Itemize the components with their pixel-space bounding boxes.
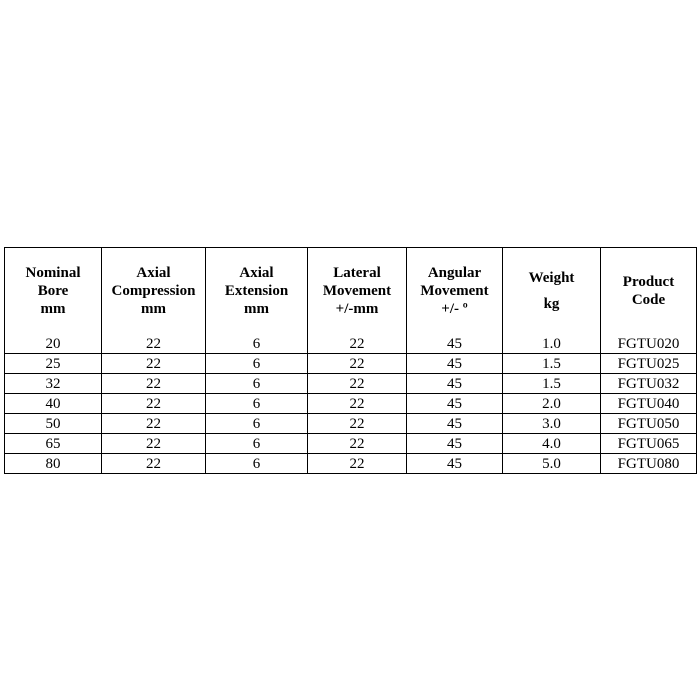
table-row bbox=[5, 414, 697, 434]
cell-product-code: FGTU080 bbox=[601, 454, 697, 474]
cell-angular-movement: 45 bbox=[407, 354, 503, 374]
cell-lateral-movement: 22 bbox=[308, 434, 407, 454]
table-row bbox=[5, 434, 697, 454]
header-nominal-bore: Nominal Bore mm bbox=[5, 248, 102, 335]
cell-axial-compression: 22 bbox=[102, 394, 206, 414]
cell-axial-compression: 22 bbox=[102, 454, 206, 474]
cell-weight: 1.5 bbox=[503, 374, 601, 394]
cell-nominal-bore: 65 bbox=[5, 434, 102, 454]
cell-product-code: FGTU025 bbox=[601, 354, 697, 374]
header-weight: Weight kg bbox=[503, 248, 601, 335]
cell-product-code: FGTU065 bbox=[601, 434, 697, 454]
cell-nominal-bore: 50 bbox=[5, 414, 102, 434]
table-body bbox=[5, 334, 697, 474]
cell-axial-compression: 22 bbox=[102, 374, 206, 394]
cell-weight: 2.0 bbox=[503, 394, 601, 414]
cell-lateral-movement: 22 bbox=[308, 374, 407, 394]
table-row bbox=[5, 334, 697, 354]
cell-weight: 5.0 bbox=[503, 454, 601, 474]
cell-nominal-bore: 25 bbox=[5, 354, 102, 374]
cell-axial-compression: 22 bbox=[102, 354, 206, 374]
cell-axial-extension: 6 bbox=[206, 354, 308, 374]
cell-axial-extension: 6 bbox=[206, 374, 308, 394]
cell-axial-extension: 6 bbox=[206, 414, 308, 434]
table-row bbox=[5, 454, 697, 474]
header-axial-compression: Axial Compression mm bbox=[102, 248, 206, 335]
cell-nominal-bore: 32 bbox=[5, 374, 102, 394]
cell-nominal-bore: 80 bbox=[5, 454, 102, 474]
cell-lateral-movement: 22 bbox=[308, 414, 407, 434]
table-row bbox=[5, 374, 697, 394]
cell-product-code: FGTU050 bbox=[601, 414, 697, 434]
table-row bbox=[5, 394, 697, 414]
cell-axial-extension: 6 bbox=[206, 434, 308, 454]
cell-weight: 1.0 bbox=[503, 334, 601, 354]
cell-angular-movement: 45 bbox=[407, 434, 503, 454]
cell-product-code: FGTU040 bbox=[601, 394, 697, 414]
cell-angular-movement: 45 bbox=[407, 394, 503, 414]
header-product-code: Product Code bbox=[601, 248, 697, 335]
cell-axial-extension: 6 bbox=[206, 454, 308, 474]
cell-product-code: FGTU020 bbox=[601, 334, 697, 354]
cell-angular-movement: 45 bbox=[407, 334, 503, 354]
cell-weight: 4.0 bbox=[503, 434, 601, 454]
cell-axial-compression: 22 bbox=[102, 334, 206, 354]
cell-nominal-bore: 20 bbox=[5, 334, 102, 354]
cell-axial-extension: 6 bbox=[206, 394, 308, 414]
header-angular-movement: Angular Movement +/- º bbox=[407, 248, 503, 335]
cell-angular-movement: 45 bbox=[407, 454, 503, 474]
cell-axial-compression: 22 bbox=[102, 434, 206, 454]
cell-lateral-movement: 22 bbox=[308, 454, 407, 474]
specification-table bbox=[4, 247, 697, 474]
header-axial-extension: Axial Extension mm bbox=[206, 248, 308, 335]
cell-angular-movement: 45 bbox=[407, 374, 503, 394]
table-row bbox=[5, 354, 697, 374]
cell-weight: 1.5 bbox=[503, 354, 601, 374]
header-row bbox=[5, 248, 697, 335]
table-header bbox=[5, 248, 697, 335]
cell-lateral-movement: 22 bbox=[308, 394, 407, 414]
cell-angular-movement: 45 bbox=[407, 414, 503, 434]
header-lateral-movement: Lateral Movement +/-mm bbox=[308, 248, 407, 335]
cell-axial-extension: 6 bbox=[206, 334, 308, 354]
cell-nominal-bore: 40 bbox=[5, 394, 102, 414]
cell-product-code: FGTU032 bbox=[601, 374, 697, 394]
cell-lateral-movement: 22 bbox=[308, 334, 407, 354]
cell-weight: 3.0 bbox=[503, 414, 601, 434]
cell-lateral-movement: 22 bbox=[308, 354, 407, 374]
cell-axial-compression: 22 bbox=[102, 414, 206, 434]
